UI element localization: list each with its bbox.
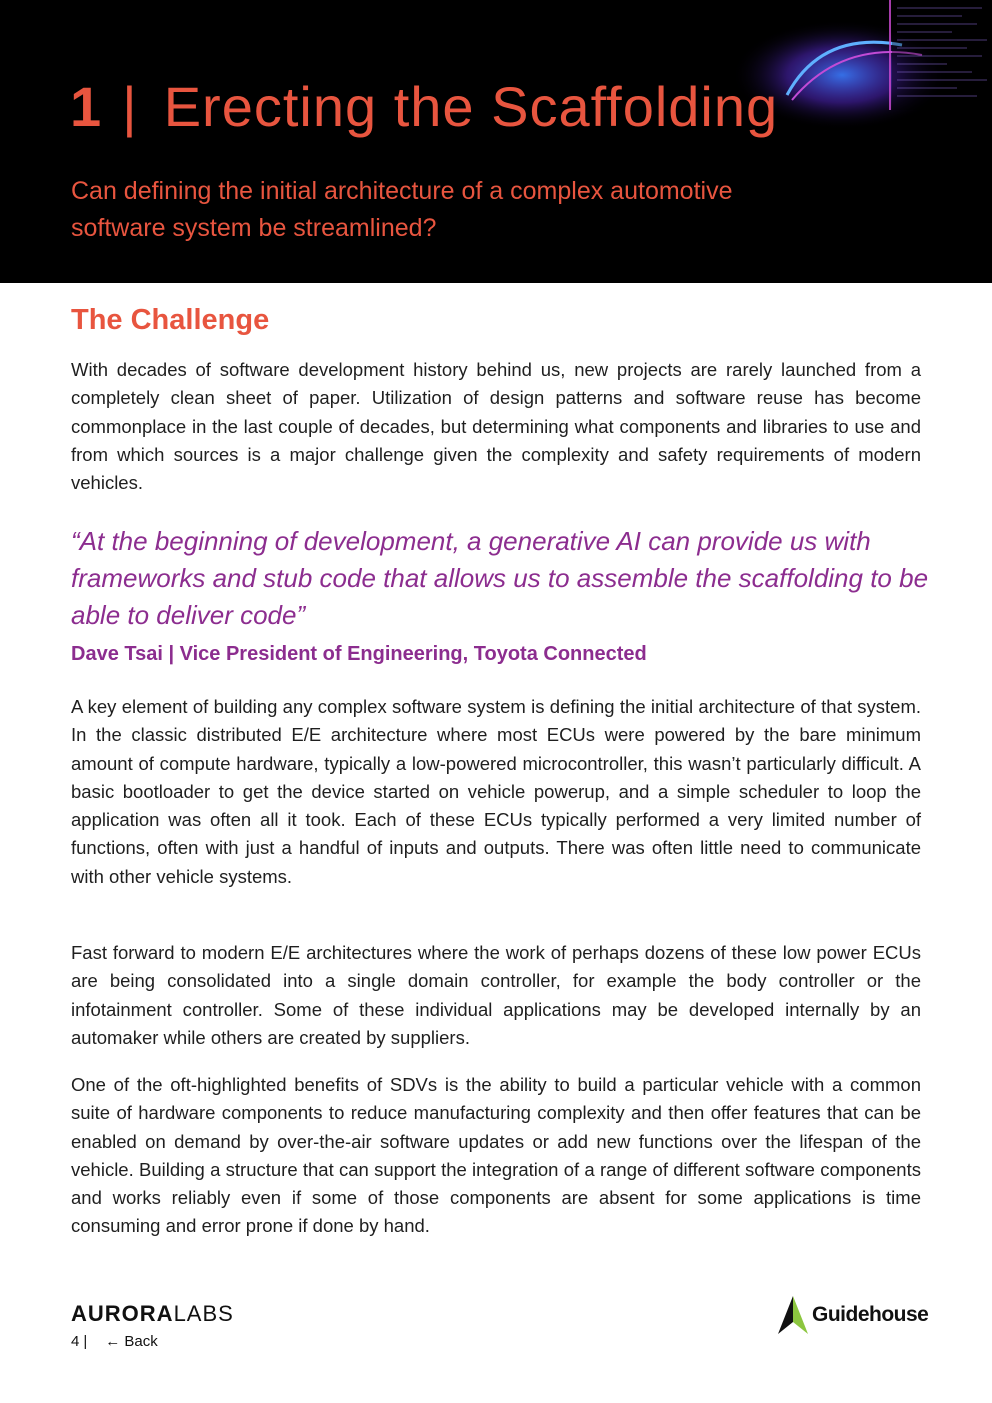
footer-navigation [71, 1332, 158, 1352]
guidehouse-logo [778, 1296, 928, 1334]
hero-banner [0, 0, 992, 283]
aurora-labs-logo-light: LABS [173, 1301, 234, 1326]
back-arrow-icon: ← [105, 1333, 121, 1350]
challenge-intro-paragraph: With decades of software development history behind us, new projects are rarely launched from a completely clean sheet of paper. Utilization of design patterns and software reuse has become commonplace in the last couple of decades, but determining what components and libraries to use and from which sources is a major challenge given the complexity and safety requirements of modern vehicles. [71, 359, 921, 494]
back-link-label: Back [124, 1333, 158, 1350]
pull-quote: “At the beginning of development, a generative AI can provide us with frameworks and stub code that allows us to assemble the scaffolding to be able to deliver code” [71, 526, 929, 630]
aurora-labs-logo-bold: AURORA [71, 1301, 174, 1326]
aurora-labs-logo [71, 1301, 234, 1327]
title-separator: | [122, 75, 138, 138]
quote-attribution: Dave Tsai | Vice President of Engineering, Toyota Connected [71, 643, 647, 665]
chapter-title [70, 72, 778, 142]
chapter-subtitle: Can defining the initial architecture of a complex automotive software system be streamlined? [71, 177, 733, 242]
back-link[interactable] [105, 1333, 158, 1350]
body-paragraph-1: A key element of building any complex software system is defining the initial architecture of that system. In the classic distributed E/E architecture where most ECUs were powered by the bare minimum amount of compute hardware, typically a low-powered microcontroller, this wasn’t particularly difficult. A basic bootloader to get the device started on vehicle powerup, and a simple scheduler to loop the application was often all it took. Each of these ECUs typically performed a very limited number of functions, often with just a handful of inputs and outputs. There was often little need to communicate with other vehicle systems. [71, 696, 921, 887]
section-heading-challenge: The Challenge [71, 304, 270, 336]
chapter-title-text: Erecting the Scaffolding [163, 75, 779, 138]
footer-separator: | [83, 1333, 88, 1350]
body-paragraph-3: One of the oft-highlighted benefits of SDVs is the ability to build a particular vehicle with a common suite of hardware components to reduce manufacturing complexity and then offer features that can be enabled on demand by over-the-air software updates or add new functions over the lifespan of the vehicle. Building a structure that can support the integration of a range of different software components and works reliably even if some of those components are absent for some applications is time consuming and error prone if done by hand. [71, 1074, 921, 1237]
chapter-number: 1 [70, 75, 103, 138]
body-paragraph-2: Fast forward to modern E/E architectures where the work of perhaps dozens of these low power ECUs are being consolidated into a single domain controller, for example the body controller or the infotainment controller. Some of these individual applications may be developed internally by an automaker while others are created by suppliers. [71, 942, 921, 1048]
guidehouse-wordmark: Guidehouse [812, 1303, 929, 1326]
guidehouse-mark-icon [778, 1296, 808, 1334]
page-number: 4 [71, 1333, 80, 1350]
